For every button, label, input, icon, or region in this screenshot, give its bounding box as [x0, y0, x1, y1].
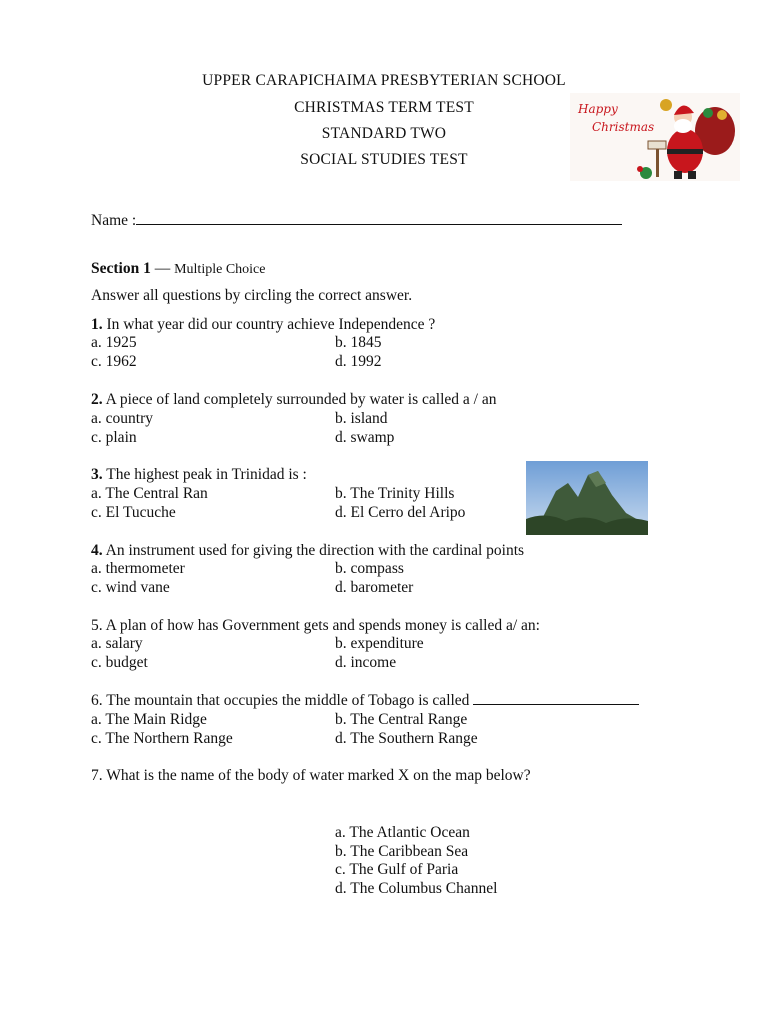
section-heading	[91, 260, 265, 278]
option-a: a. The Main Ridge	[91, 711, 207, 728]
option-c: c. The Gulf of Paria	[335, 861, 459, 878]
name-blank	[136, 210, 622, 225]
option-c: c. El Tucuche	[91, 504, 176, 521]
name-field	[91, 210, 622, 230]
question-6	[91, 692, 639, 710]
option-c: c. The Northern Range	[91, 730, 233, 747]
option-c: c. 1962	[91, 353, 137, 370]
option-c: c. wind vane	[91, 579, 170, 596]
question-4	[91, 542, 524, 560]
option-d: d. El Cerro del Aripo	[335, 504, 466, 521]
option-d: d. income	[335, 654, 397, 671]
option-d: d. 1992	[335, 353, 382, 370]
option-a: a. salary	[91, 635, 143, 652]
option-b: b. compass	[335, 560, 404, 577]
question-1	[91, 316, 435, 334]
christmas-santa-image	[570, 93, 740, 181]
standard-title: STANDARD TWO	[321, 125, 447, 142]
option-b: b. The Trinity Hills	[335, 485, 455, 502]
question-3	[91, 466, 307, 484]
question-2	[91, 391, 496, 409]
question-5: 5. A plan of how has Government gets and spends money is called a/ an:	[91, 617, 540, 634]
question-number: 1.	[91, 316, 103, 333]
option-b: b. The Caribbean Sea	[335, 843, 469, 860]
option-b: b. expenditure	[335, 635, 424, 652]
option-b: b. The Central Range	[335, 711, 468, 728]
option-b: b. island	[335, 410, 388, 427]
option-d: d. swamp	[335, 429, 395, 446]
option-a: a. The Atlantic Ocean	[335, 824, 470, 841]
option-a: a. The Central Ran	[91, 485, 208, 502]
option-b: b. 1845	[335, 334, 382, 351]
question-7: 7. What is the name of the body of water marked X on the map below?	[91, 767, 531, 784]
name-label: Name :	[91, 212, 137, 229]
option-c: c. budget	[91, 654, 148, 671]
school-name: UPPER CARAPICHAIMA PRESBYTERIAN SCHOOL	[202, 72, 566, 89]
question-number: 4.	[91, 542, 103, 559]
question-text: A piece of land completely surrounded by water is called a / an	[102, 391, 497, 408]
section-number: Section 1	[91, 260, 151, 277]
question-text: The highest peak in Trinidad is :	[102, 466, 307, 483]
instructions: Answer all questions by circling the correct answer.	[91, 287, 413, 304]
option-d: d. barometer	[335, 579, 414, 596]
option-a: a. 1925	[91, 334, 137, 351]
term-title: CHRISTMAS TERM TEST	[294, 99, 474, 116]
question-number: 2.	[91, 391, 103, 408]
section-title: Multiple Choice	[174, 262, 266, 277]
answer-blank	[473, 692, 639, 705]
section-dash: —	[150, 260, 175, 277]
question-text: An instrument used for giving the direction with the cardinal points	[102, 542, 525, 559]
question-text: In what year did our country achieve Independence ?	[102, 316, 436, 333]
option-a: a. thermometer	[91, 560, 185, 577]
subject-title: SOCIAL STUDIES TEST	[300, 151, 468, 168]
happy-christmas-lettering: Happy	[578, 102, 618, 116]
option-d: d. The Columbus Channel	[335, 880, 498, 897]
option-d: d. The Southern Range	[335, 730, 478, 747]
svg-text:Christmas: Christmas	[592, 120, 655, 134]
mountain-peaks-photo	[526, 461, 648, 535]
option-a: a. country	[91, 410, 153, 427]
option-c: c. plain	[91, 429, 137, 446]
question-number: 3.	[91, 466, 103, 483]
question-text: 6. The mountain that occupies the middle of Tobago is called	[91, 692, 470, 709]
